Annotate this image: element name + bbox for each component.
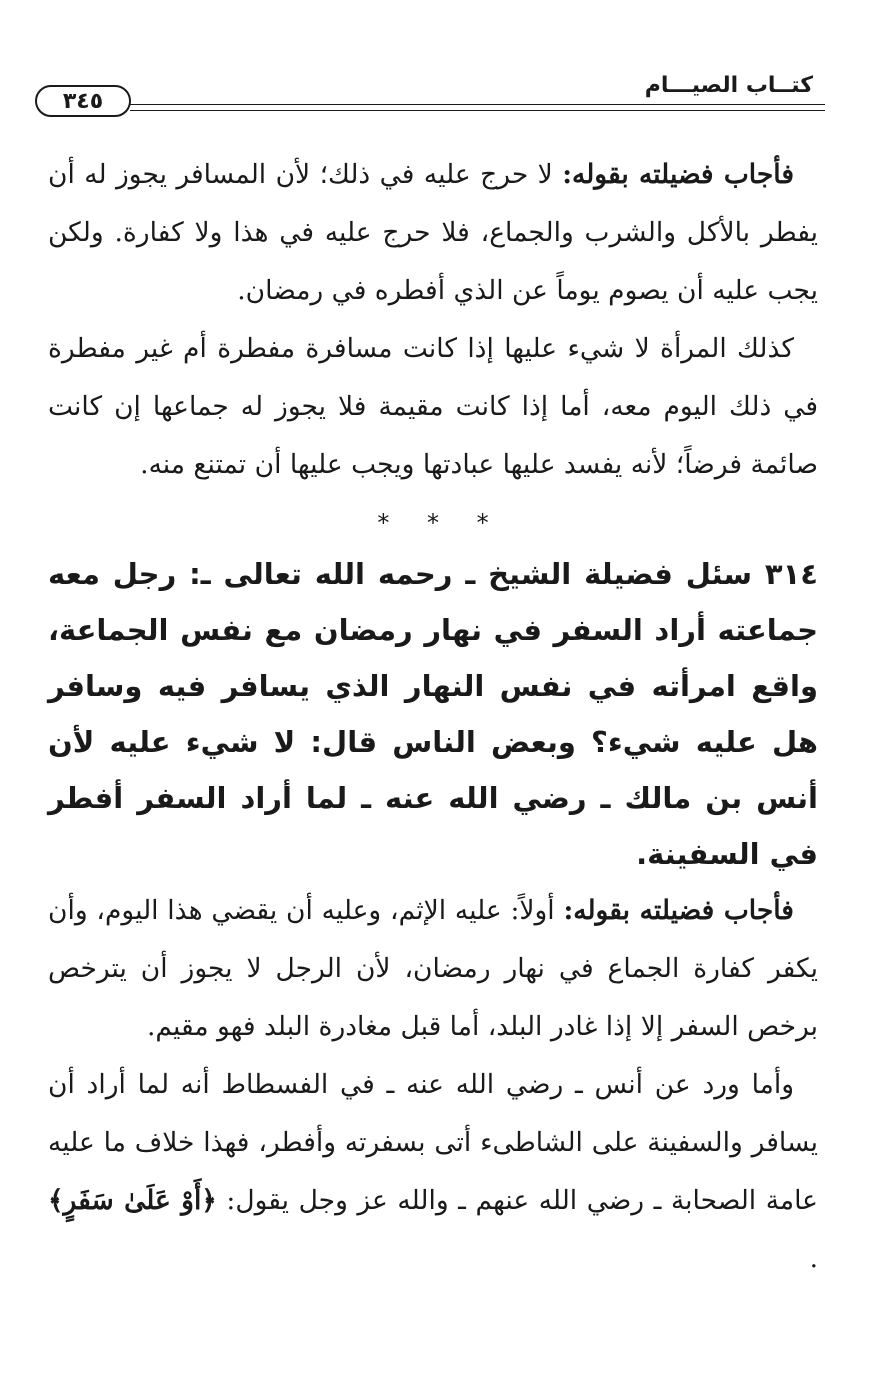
answer-lead: فأجاب فضيلته بقوله: <box>563 895 794 926</box>
header-rule-bottom <box>130 110 825 111</box>
question-text: سئل فضيلة الشيخ ـ رحمه الله تعالى ـ: رجل معه جماعته أراد السفر في نهار رمضان مع نفس الجماعة، واقع امرأته في نفس النهار الذي يسافر فيه وسافر هل عليه شيء؟ وبعض الناس قال: لا شيء عليه لأن أنس بن مالك ـ رضي الله عنه ـ لما أراد السفر أفطر في السفينة. <box>48 557 818 871</box>
page-number: ٣٤٥ <box>35 85 131 117</box>
answer-lead: فأجاب فضيلته بقوله: <box>562 159 794 190</box>
body-text: وأما ورد عن أنس ـ رضي الله عنه ـ في الفسطاط أنه لما أراد أن يسافر والسفينة على الشاطىء أتى بسفرته وأفطر، فهذا خلاف ما عليه عامة الصحابة ـ رضي الله عنهم ـ والله عز وجل يقول: <box>48 1069 818 1216</box>
answer-paragraph <box>48 882 818 1056</box>
page-header <box>35 70 825 120</box>
book-title: كتــاب الصيـــام <box>644 73 813 98</box>
question-paragraph <box>48 546 818 882</box>
page-body <box>48 146 818 1288</box>
answer-text: لا حرج عليه في ذلك؛ لأن المسافر يجوز له أن يفطر بالأكل والشرب والجماع، فلا حرج عليه في هذا ولا كفارة. ولكن يجب عليه أن يصوم يوماً عن الذي أفطره في رمضان. <box>48 159 818 306</box>
header-rule-top <box>130 104 825 105</box>
section-separator: * * * <box>377 509 489 537</box>
answer-paragraph <box>48 146 818 320</box>
closing-punctuation: . <box>809 1243 818 1274</box>
answer-text: أولاً: عليه الإثم، وعليه أن يقضي هذا اليوم، وأن يكفر كفارة الجماع في نهار رمضان، لأن الرجل لا يجوز أن يترخص برخص السفر إلا إذا غادر البلد، أما قبل مغادرة البلد فهو مقيم. <box>48 895 818 1042</box>
quran-quote: ﴿أَوْ عَلَىٰ سَفَرٍ﴾ <box>48 1185 217 1216</box>
body-paragraph <box>48 1056 818 1288</box>
body-paragraph: كذلك المرأة لا شيء عليها إذا كانت مسافرة مفطرة أم غير مفطرة في ذلك اليوم معه، أما إذا كانت مقيمة فلا يجوز له جماعها إن كانت صائمة فرضاً؛ لأنه يفسد عليها عبادتها ويجب عليها أن تمتنع منه. <box>48 333 818 480</box>
question-number: ٣١٤ <box>764 557 818 591</box>
